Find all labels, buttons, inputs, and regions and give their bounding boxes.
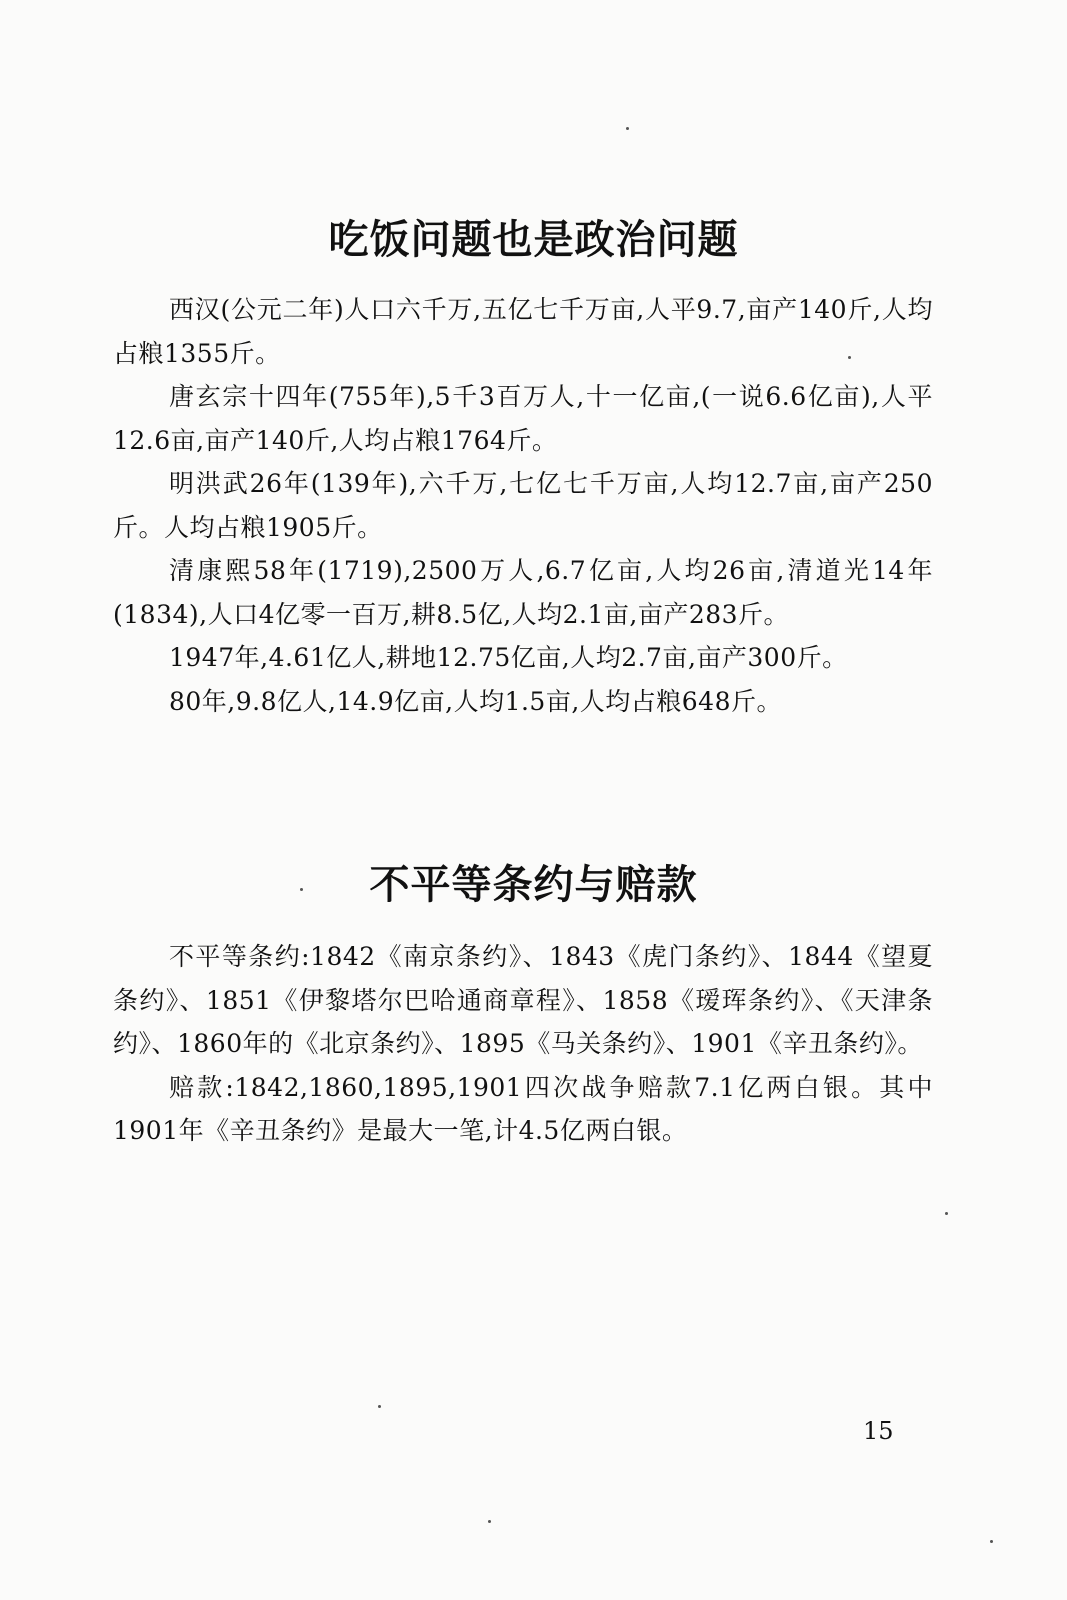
paragraph-treaty-list: 不平等条约:1842《南京条约》、1843《虎门条约》、1844《望夏条约》、1851《伊黎塔尔巴哈通商章程》、1858《瑷珲条约》、《天津条约》、1860年的《北京条约》、1895《马关条约》、1901《辛丑条约》。 xyxy=(113,942,933,1058)
paragraph-1947: 1947年,4.61亿人,耕地12.75亿亩,人均2.7亩,亩产300斤。 xyxy=(169,643,848,672)
paragraph-indemnities: 赔款:1842,1860,1895,1901四次战争赔款7.1亿两白银。其中1901年《辛丑条约》是最大一笔,计4.5亿两白银。 xyxy=(113,1072,933,1145)
paragraph-qing-kangxi: 清康熙58年(1719),2500万人,6.7亿亩,人均26亩,清道光14年(1834),人口4亿零一百万,耕8.5亿,人均2.1亩,亩产283斤。 xyxy=(113,556,933,629)
scan-speck xyxy=(990,1540,993,1543)
scan-speck xyxy=(300,888,303,891)
scan-speck xyxy=(378,1405,381,1408)
section-title-unequal-treaties: 不平等条约与赔款 xyxy=(369,862,698,908)
scan-speck xyxy=(945,1212,948,1215)
paragraph-western-han: 西汉(公元二年)人口六千万,五亿七千万亩,人平9.7,亩产140斤,人均占粮1355斤。 xyxy=(113,295,933,368)
section-body-unequal-treaties xyxy=(113,935,933,1153)
scan-speck xyxy=(848,356,851,359)
scan-speck xyxy=(626,127,629,130)
section-body-food-politics xyxy=(113,288,933,723)
paragraph-1980: 80年,9.8亿人,14.9亿亩,人均1.5亩,人均占粮648斤。 xyxy=(169,686,782,716)
section-title-food-politics: 吃饭问题也是政治问题 xyxy=(328,217,739,263)
paragraph-ming-hongwu: 明洪武26年(139年),六千万,七亿七千万亩,人均12.7亩,亩产250斤。人均占粮1905斤。 xyxy=(113,469,933,542)
paragraph-tang-xuanzong: 唐玄宗十四年(755年),5千3百万人,十一亿亩,(一说6.6亿亩),人平12.6亩,亩产140斤,人均占粮1764斤。 xyxy=(113,382,933,455)
scan-speck xyxy=(488,1520,491,1523)
page-number: 15 xyxy=(863,1417,894,1445)
